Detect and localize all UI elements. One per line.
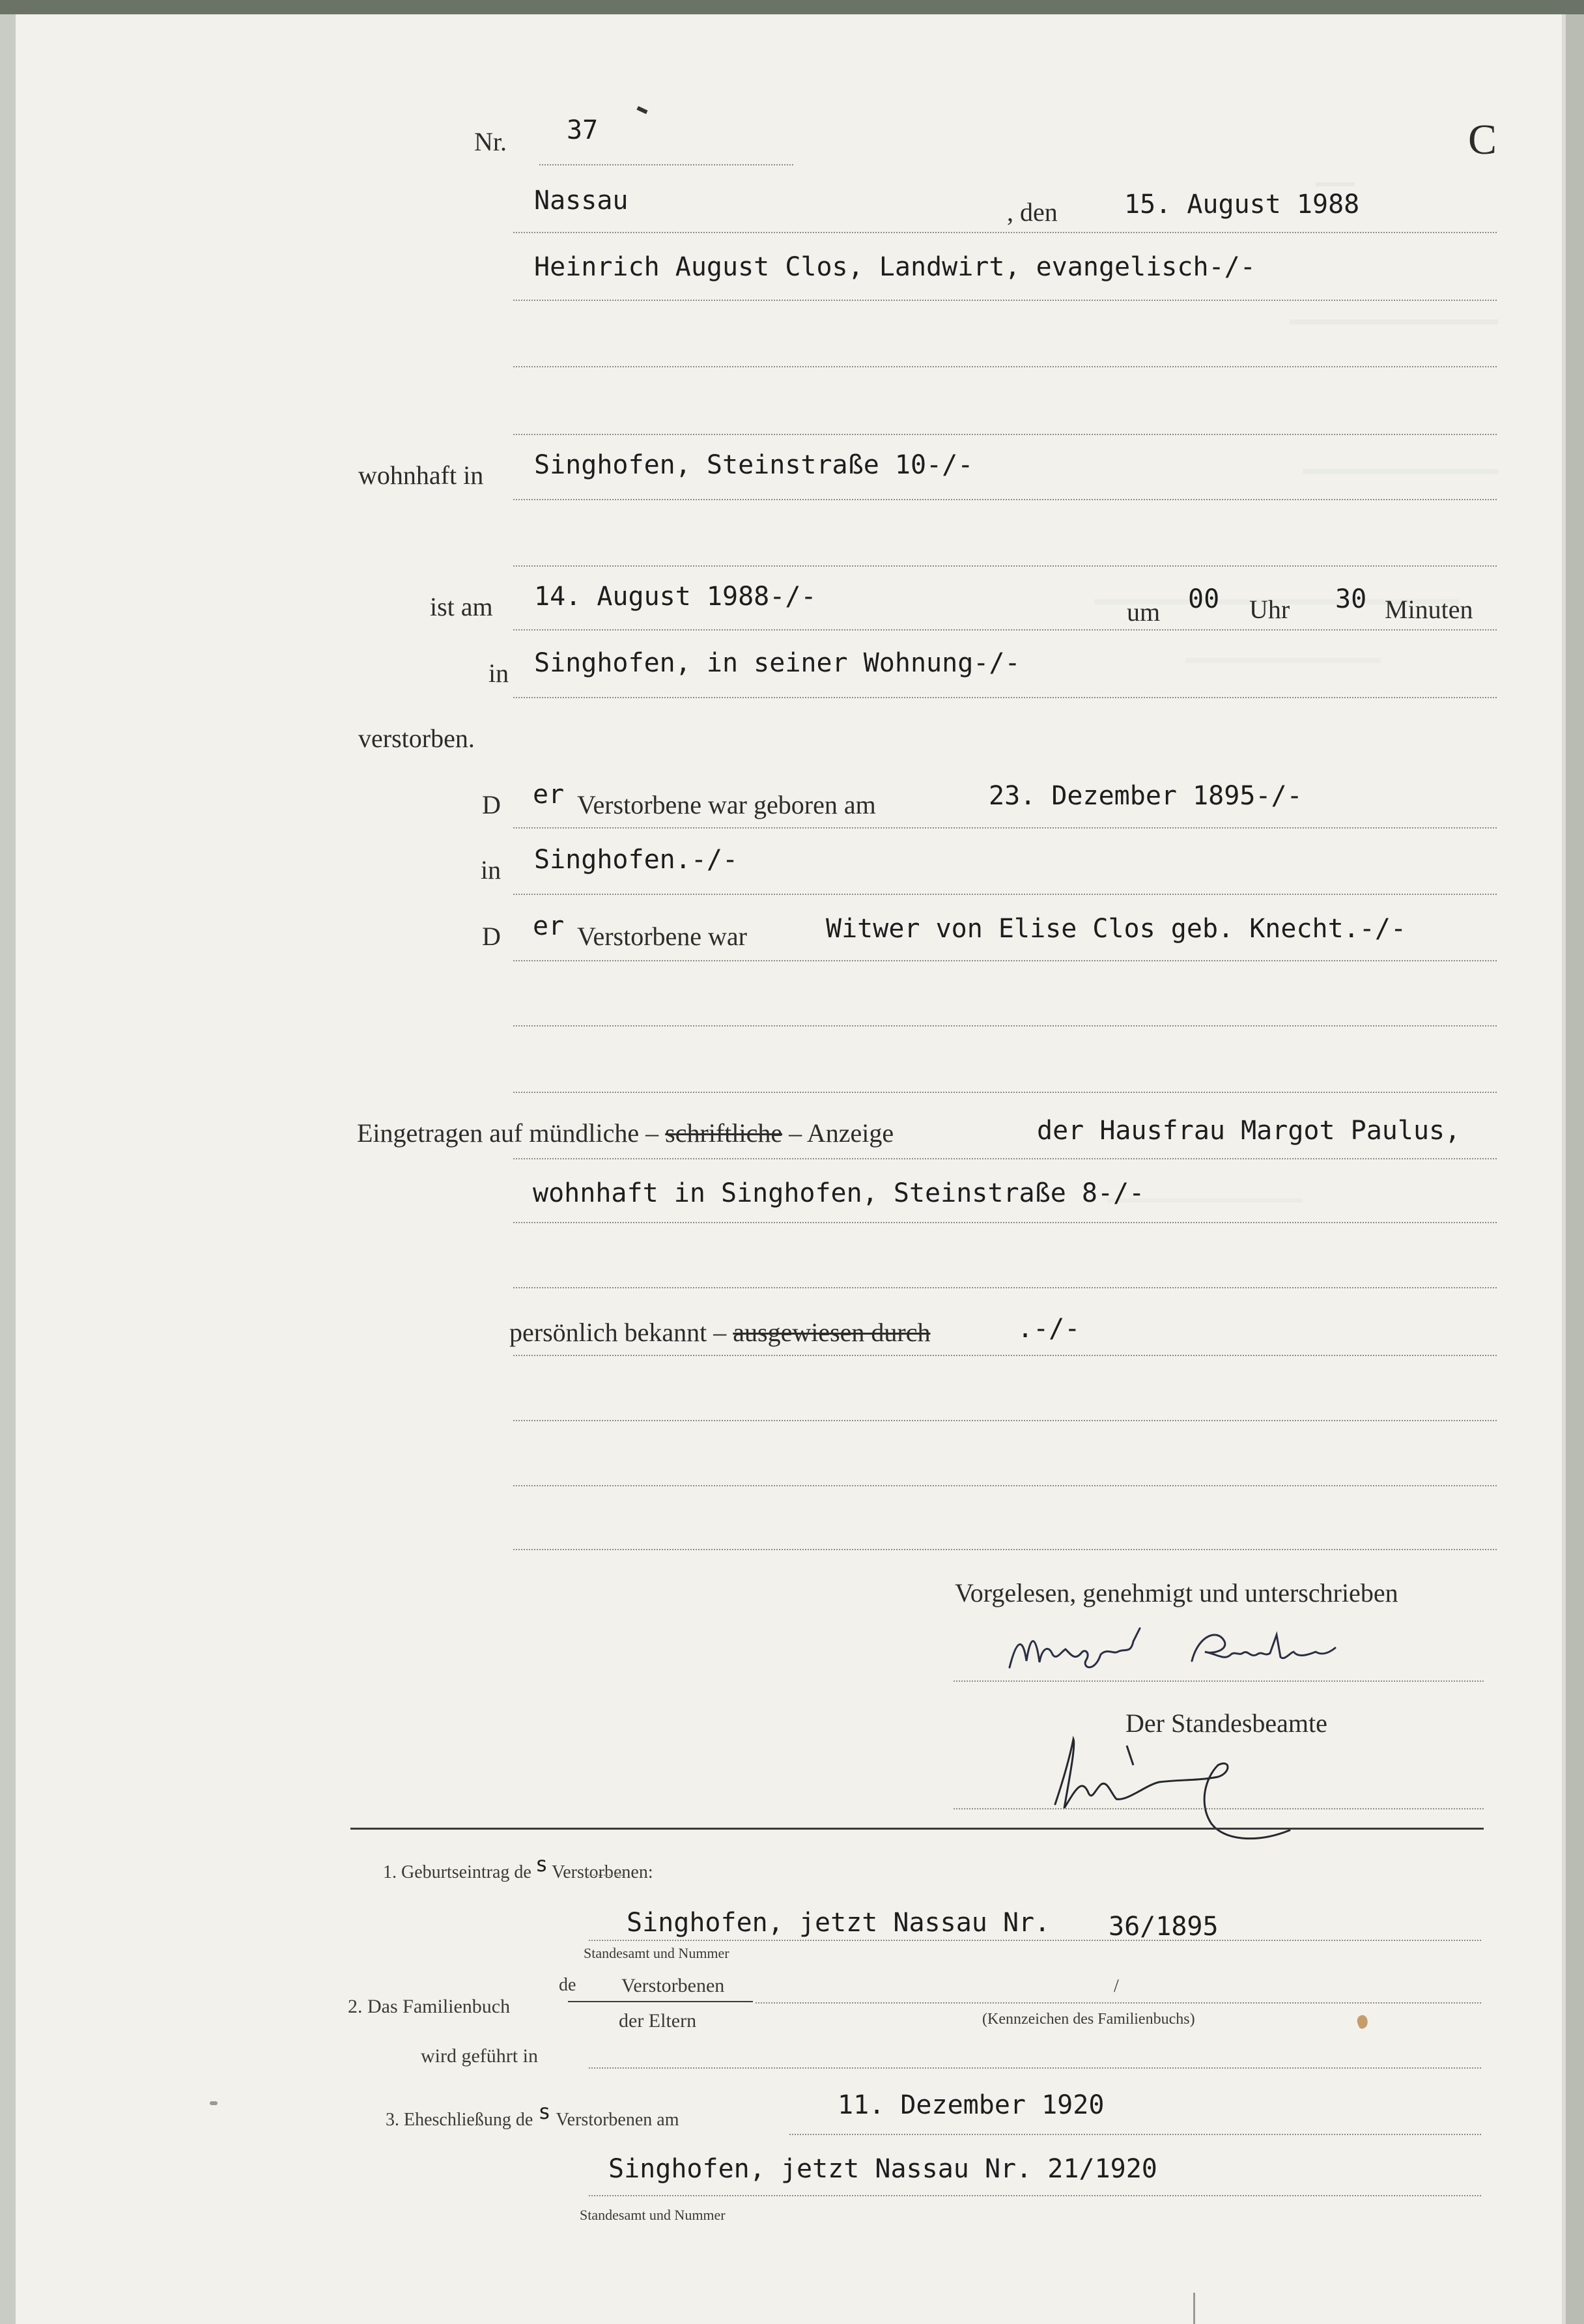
registrar-signature-line	[954, 1808, 1484, 1809]
person-rule-1	[513, 300, 1497, 301]
item3-label	[386, 2099, 679, 2130]
item1-s: s	[535, 1852, 548, 1877]
item3-line	[789, 2134, 1481, 2135]
registration-label-end: – Anzeige	[789, 1118, 894, 1148]
informant-signature-line	[954, 1680, 1484, 1682]
item3-value: Singhofen, jetzt Nassau Nr. 21/1920	[608, 2154, 1157, 2184]
informant-rule-1	[513, 1158, 1497, 1159]
known-label-start: persönlich bekannt –	[509, 1318, 727, 1347]
item1-label	[383, 1852, 653, 1882]
person-rule-2	[513, 366, 1497, 367]
um-label: um	[1127, 597, 1161, 627]
bottom-crease	[1193, 2293, 1195, 2324]
registrar-label: Der Standesbeamte	[1125, 1708, 1327, 1738]
document-date: 15. August 1988	[1124, 190, 1360, 220]
status-d-prefix: D	[482, 922, 501, 951]
next-page-edge	[1566, 14, 1584, 2324]
item3-line-2	[589, 2195, 1481, 2196]
verstorben-label: verstorben.	[358, 724, 475, 753]
death-minutes: 30	[1335, 584, 1367, 614]
birth-in-label: in	[481, 855, 502, 885]
informant-line-1: der Hausfrau Margot Paulus,	[1037, 1116, 1461, 1146]
den-label: , den	[1007, 197, 1058, 227]
status-rule-3	[513, 1092, 1497, 1093]
informant-rule-3	[513, 1287, 1497, 1288]
known-rule-1	[513, 1355, 1497, 1356]
person-line: Heinrich August Clos, Landwirt, evangelisch-/-	[534, 252, 1256, 282]
death-hour: 00	[1188, 584, 1220, 614]
known-rule-2	[513, 1420, 1497, 1421]
item2-label: 2. Das Familienbuch	[348, 1996, 511, 2017]
item2-line	[756, 2002, 1481, 2004]
birth-date: 23. Dezember 1895-/-	[989, 781, 1303, 811]
bleed-through-marks	[964, 130, 1550, 2215]
nr-value: 37	[567, 115, 599, 145]
item2-de: de	[559, 1975, 576, 1995]
informant-rule-2	[513, 1222, 1497, 1223]
residence-value: Singhofen, Steinstraße 10-/-	[534, 450, 974, 480]
status-line	[513, 960, 1497, 961]
informant-line-2: wohnhaft in Singhofen, Steinstraße 8-/-	[533, 1178, 1145, 1208]
item2-eltern: der Eltern	[619, 2010, 697, 2032]
item2-fraction-line	[568, 2001, 753, 2002]
item2-line-2	[589, 2067, 1481, 2069]
residence-rule-2	[513, 565, 1497, 567]
death-date-label: ist am	[430, 592, 493, 621]
item3-standesamt-label: Standesamt und Nummer	[580, 2207, 726, 2223]
item1-number: 36/1895	[1109, 1912, 1219, 1942]
birth-place: Singhofen.-/-	[534, 845, 739, 875]
death-date: 14. August 1988-/-	[534, 582, 817, 612]
birth-er-suffix: er	[533, 780, 565, 810]
item1-line	[589, 1940, 1481, 1941]
residence-line	[513, 499, 1497, 500]
minuten-label: Minuten	[1385, 595, 1473, 624]
status-er-suffix: er	[533, 911, 565, 941]
status-rule-2	[513, 1025, 1497, 1027]
birth-place-line	[513, 894, 1497, 895]
birth-label: Verstorbene war geboren am	[577, 790, 876, 819]
status-value: Witwer von Elise Clos geb. Knecht.-/-	[826, 914, 1407, 944]
item1-standesamt-label: Standesamt und Nummer	[584, 1945, 729, 1961]
death-in-label: in	[488, 659, 509, 688]
registration-struck: schriftliche	[665, 1118, 783, 1148]
item3-label-end: Verstorbenen am	[556, 2110, 679, 2130]
uhr-label: Uhr	[1249, 595, 1290, 624]
birth-date-line	[513, 827, 1497, 829]
nr-line	[539, 164, 793, 165]
scanner-top-band	[0, 0, 1584, 14]
informant-signature	[1003, 1615, 1394, 1693]
item2-slash: /	[1114, 1976, 1119, 1996]
item3-label-start: 3. Eheschließung de	[386, 2110, 533, 2130]
footer-separator	[350, 1828, 1484, 1830]
item2-kennzeichen: (Kennzeichen des Familienbuchs)	[982, 2011, 1195, 2028]
scan-dot	[210, 2101, 218, 2105]
residence-label: wohnhaft in	[358, 461, 484, 490]
item1-label-start: 1. Geburtseintrag de	[383, 1862, 531, 1882]
item3-s: s	[538, 2099, 551, 2124]
item1-s-line	[586, 1875, 623, 1876]
known-struck: ausgewiesen durch	[733, 1318, 931, 1347]
item2-verstorbenen: Verstorbenen	[621, 1975, 725, 1996]
known-label	[509, 1320, 930, 1346]
status-label: Verstorbene war	[577, 922, 747, 951]
item1-label-end: Verstorbenen:	[552, 1862, 653, 1882]
registration-label	[357, 1120, 894, 1146]
read-approved-label: Vorgelesen, genehmigt und unterschrieben	[955, 1578, 1398, 1608]
item1-value: Singhofen, jetzt Nassau Nr.	[627, 1908, 1051, 1938]
register-letter: C	[1468, 116, 1497, 163]
place-value: Nassau	[534, 186, 629, 216]
person-rule-3	[513, 434, 1497, 435]
birth-d-prefix: D	[482, 790, 501, 819]
registrar-signature	[1036, 1720, 1374, 1850]
known-end: .-/-	[1017, 1314, 1081, 1344]
death-date-line	[513, 629, 1497, 631]
place-line	[513, 232, 1497, 233]
known-rule-3	[513, 1485, 1497, 1486]
registration-label-start: Eingetragen auf mündliche –	[357, 1118, 659, 1148]
item2-wird: wird geführt in	[421, 2045, 538, 2067]
death-place: Singhofen, in seiner Wohnung-/-	[534, 648, 1021, 678]
item3-date: 11. Dezember 1920	[838, 2090, 1105, 2120]
death-place-line	[513, 697, 1497, 698]
nr-label: Nr.	[474, 127, 507, 156]
known-rule-4	[513, 1549, 1497, 1550]
